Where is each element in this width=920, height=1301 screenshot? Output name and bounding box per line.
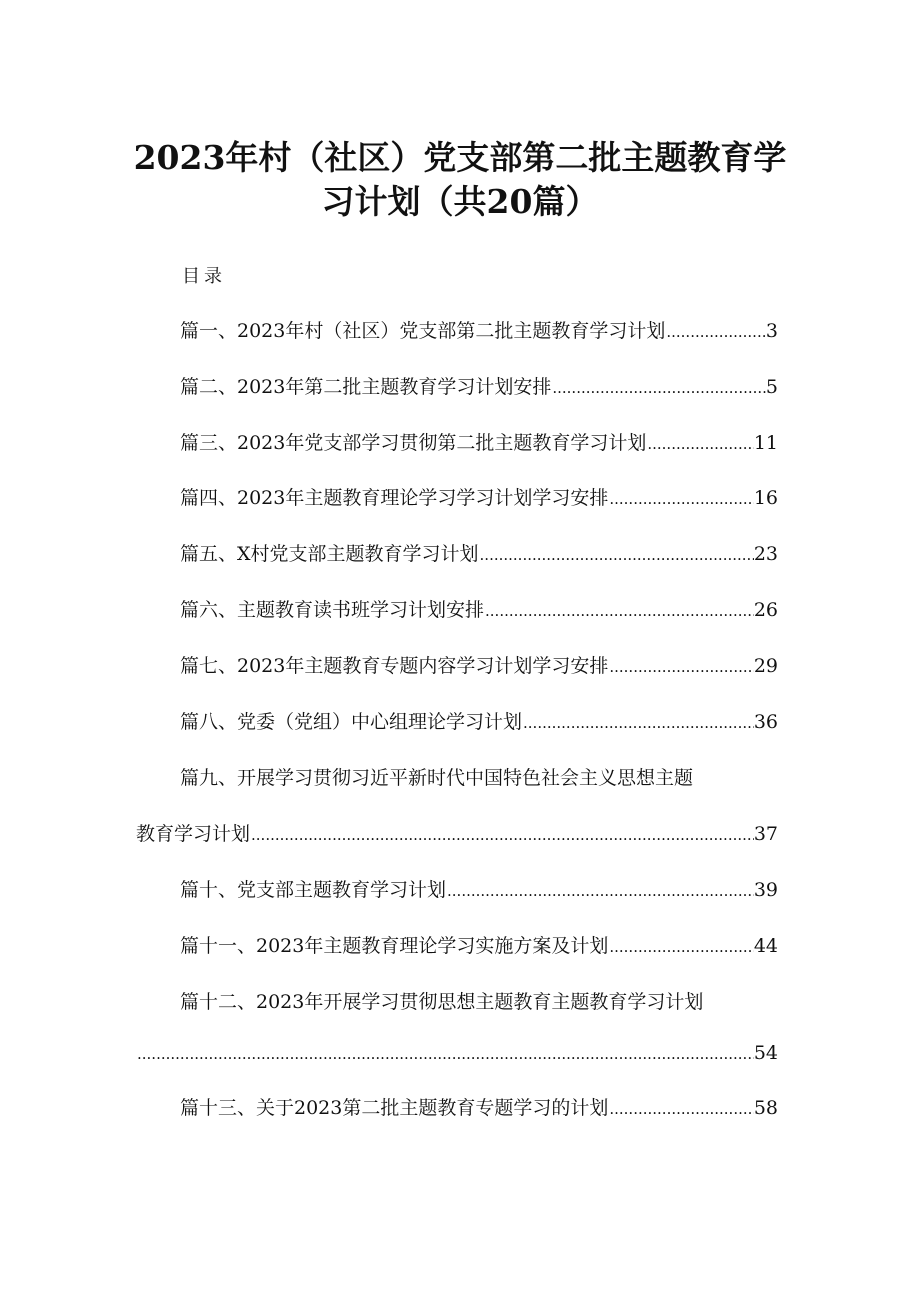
toc-entry-label: 篇一、2023年村（社区）党支部第二批主题教育学习计划 xyxy=(180,320,666,342)
toc-page-number: 11 xyxy=(753,432,778,454)
toc-entry[interactable] xyxy=(180,877,778,903)
toc-dot-leader xyxy=(608,1096,753,1121)
toc-entry[interactable] xyxy=(136,821,778,847)
document-title-line-1: 2023年村（社区）党支部第二批主题教育学 xyxy=(133,138,787,177)
toc-heading: 目录 xyxy=(182,266,226,287)
toc-entry[interactable] xyxy=(180,430,778,456)
toc-entry-label: 篇二、2023年第二批主题教育学习计划安排 xyxy=(180,376,552,398)
toc-page-number: 26 xyxy=(753,599,778,621)
toc-dot-leader xyxy=(646,431,753,456)
toc-page-number: 5 xyxy=(765,376,778,398)
toc-entry-label: 篇十、党支部主题教育学习计划 xyxy=(180,879,447,901)
toc-entry-first-line[interactable]: 篇十二、2023年开展学习贯彻思想主题教育主题教育学习计划 xyxy=(180,991,704,1013)
toc-entry[interactable] xyxy=(180,709,778,735)
toc-dot-leader xyxy=(136,1041,754,1066)
toc-page-number: 58 xyxy=(753,1097,778,1119)
toc-page-number: 29 xyxy=(753,655,778,677)
toc-dot-leader xyxy=(484,598,754,623)
toc-dot-leader xyxy=(608,934,753,959)
toc-entry-label: 篇七、2023年主题教育专题内容学习计划学习安排 xyxy=(180,655,609,677)
toc-dot-leader xyxy=(551,375,766,400)
toc-entry[interactable] xyxy=(180,485,778,511)
toc-dot-leader xyxy=(665,319,766,344)
toc-dot-leader xyxy=(479,542,754,567)
toc-page-number: 44 xyxy=(753,935,778,957)
toc-entry[interactable] xyxy=(180,597,778,623)
toc-entry-label: 篇八、党委（党组）中心组理论学习计划 xyxy=(180,711,523,733)
toc-page-number: 37 xyxy=(753,823,778,845)
toc-page-number: 54 xyxy=(753,1042,778,1064)
toc-entry[interactable] xyxy=(180,318,778,344)
toc-entry-label: 篇六、主题教育读书班学习计划安排 xyxy=(180,599,485,621)
toc-dot-leader xyxy=(250,822,754,847)
toc-entry[interactable] xyxy=(180,933,778,959)
toc-entry-first-line[interactable]: 篇九、开展学习贯彻习近平新时代中国特色社会主义思想主题 xyxy=(180,767,694,789)
toc-dot-leader xyxy=(446,878,754,903)
toc-entry-label: 篇五、X村党支部主题教育学习计划 xyxy=(180,543,479,565)
toc-page-number: 39 xyxy=(753,879,778,901)
toc-page-number: 36 xyxy=(753,711,778,733)
toc-entry-label: 篇十三、关于2023第二批主题教育专题学习的计划 xyxy=(180,1097,609,1119)
toc-entry[interactable] xyxy=(180,1095,778,1121)
toc-entry-label: 篇三、2023年党支部学习贯彻第二批主题教育学习计划 xyxy=(180,432,647,454)
toc-entry[interactable] xyxy=(180,653,778,679)
toc-dot-leader xyxy=(608,654,753,679)
toc-dot-leader xyxy=(608,486,753,511)
toc-page-number: 23 xyxy=(753,543,778,565)
toc-page-number: 16 xyxy=(753,487,778,509)
toc-page-number: 3 xyxy=(765,320,778,342)
toc-entry[interactable] xyxy=(180,541,778,567)
toc-entry[interactable] xyxy=(136,1040,778,1066)
document-title-line-2: 习计划（共20篇） xyxy=(321,182,599,221)
toc-entry[interactable] xyxy=(180,374,778,400)
toc-entry-label: 篇四、2023年主题教育理论学习学习计划学习安排 xyxy=(180,487,609,509)
toc-dot-leader xyxy=(522,710,754,735)
toc-entry-label: 篇十一、2023年主题教育理论学习实施方案及计划 xyxy=(180,935,609,957)
toc-entry-label: 教育学习计划 xyxy=(136,823,251,845)
